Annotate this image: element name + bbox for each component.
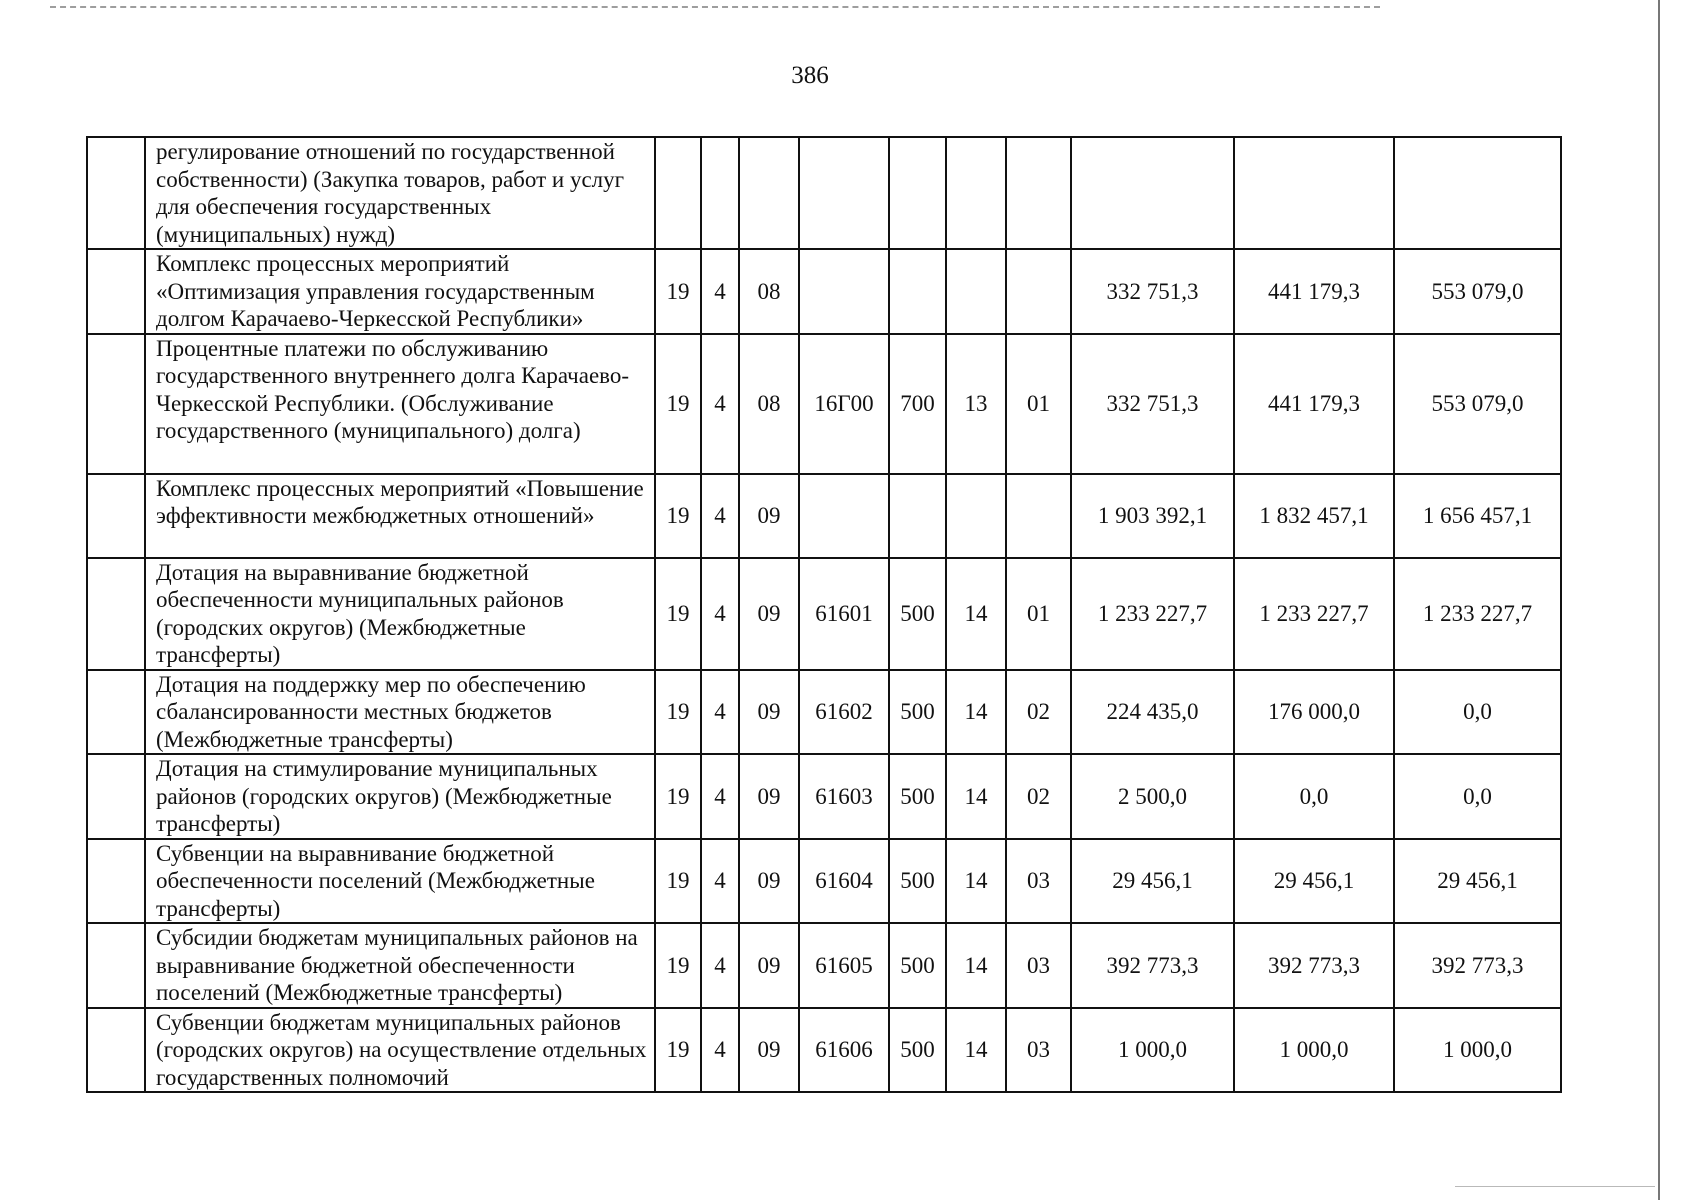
table-row — [87, 1008, 1561, 1093]
code-subsection-cell — [1006, 474, 1071, 558]
code-program-type-cell: 4 — [701, 474, 739, 558]
code-direction-cell — [799, 474, 889, 558]
scan-bottom-border — [1455, 1186, 1655, 1187]
code-ministry-cell — [655, 137, 701, 249]
code-subsection-cell: 01 — [1006, 558, 1071, 670]
item-name-cell: Дотация на стимулирование муниципальных районов (городских округов) (Межбюджетные трансферты) — [145, 754, 655, 839]
amount-year-1-cell — [1071, 137, 1234, 249]
amount-year-1-cell: 224 435,0 — [1071, 670, 1234, 755]
amount-year-3-cell: 29 456,1 — [1394, 839, 1561, 924]
amount-year-2-cell: 1 832 457,1 — [1234, 474, 1394, 558]
code-section-cell: 14 — [946, 839, 1006, 924]
code-complex-cell: 09 — [739, 670, 799, 755]
amount-year-1-cell: 1 233 227,7 — [1071, 558, 1234, 670]
code-direction-cell: 61604 — [799, 839, 889, 924]
code-complex-cell: 09 — [739, 558, 799, 670]
code-direction-cell: 61606 — [799, 1008, 889, 1093]
table-row — [87, 923, 1561, 1008]
row-number-cell — [87, 754, 145, 839]
amount-year-2-cell: 29 456,1 — [1234, 839, 1394, 924]
amount-year-1-cell: 332 751,3 — [1071, 334, 1234, 474]
code-expense-type-cell: 500 — [889, 923, 946, 1008]
row-number-cell — [87, 1008, 145, 1093]
code-program-type-cell: 4 — [701, 670, 739, 755]
amount-year-1-cell: 2 500,0 — [1071, 754, 1234, 839]
table-body — [87, 137, 1561, 1092]
amount-year-2-cell — [1234, 137, 1394, 249]
amount-year-3-cell: 0,0 — [1394, 670, 1561, 755]
code-complex-cell: 08 — [739, 249, 799, 334]
item-name-cell: Субвенции бюджетам муниципальных районов (городских округов) на осуществление отдельных государственных полномочий — [145, 1008, 655, 1093]
code-section-cell: 14 — [946, 558, 1006, 670]
code-complex-cell: 08 — [739, 334, 799, 474]
amount-year-2-cell: 176 000,0 — [1234, 670, 1394, 755]
code-section-cell: 14 — [946, 670, 1006, 755]
code-subsection-cell — [1006, 137, 1071, 249]
code-ministry-cell: 19 — [655, 558, 701, 670]
code-expense-type-cell — [889, 249, 946, 334]
code-complex-cell: 09 — [739, 923, 799, 1008]
code-complex-cell: 09 — [739, 839, 799, 924]
code-expense-type-cell: 500 — [889, 839, 946, 924]
item-name-cell: Процентные платежи по обслуживанию государственного внутреннего долга Карачаево-Черкесской Республики. (Обслуживание государственного (муниципального) долга) — [145, 334, 655, 474]
item-name-cell: Субсидии бюджетам муниципальных районов на выравнивание бюджетной обеспеченности поселений (Межбюджетные трансферты) — [145, 923, 655, 1008]
amount-year-3-cell: 1 233 227,7 — [1394, 558, 1561, 670]
code-expense-type-cell: 500 — [889, 558, 946, 670]
code-complex-cell: 09 — [739, 1008, 799, 1093]
row-number-cell — [87, 558, 145, 670]
amount-year-2-cell: 441 179,3 — [1234, 249, 1394, 334]
row-number-cell — [87, 249, 145, 334]
amount-year-2-cell: 1 233 227,7 — [1234, 558, 1394, 670]
code-program-type-cell: 4 — [701, 334, 739, 474]
code-subsection-cell: 02 — [1006, 754, 1071, 839]
page-number: 386 — [791, 62, 829, 89]
table-row — [87, 334, 1561, 474]
code-ministry-cell: 19 — [655, 334, 701, 474]
code-program-type-cell: 4 — [701, 839, 739, 924]
code-expense-type-cell: 500 — [889, 754, 946, 839]
code-ministry-cell: 19 — [655, 923, 701, 1008]
amount-year-1-cell: 1 903 392,1 — [1071, 474, 1234, 558]
item-name-cell: Дотация на выравнивание бюджетной обеспеченности муниципальных районов (городских округов) (Межбюджетные трансферты) — [145, 558, 655, 670]
code-program-type-cell: 4 — [701, 558, 739, 670]
item-name-cell: Комплекс процессных мероприятий «Повышение эффективности межбюджетных отношений» — [145, 474, 655, 558]
amount-year-3-cell: 553 079,0 — [1394, 249, 1561, 334]
amount-year-3-cell — [1394, 137, 1561, 249]
code-direction-cell: 61601 — [799, 558, 889, 670]
row-number-cell — [87, 923, 145, 1008]
code-subsection-cell: 02 — [1006, 670, 1071, 755]
amount-year-3-cell: 1 000,0 — [1394, 1008, 1561, 1093]
code-complex-cell — [739, 137, 799, 249]
code-section-cell — [946, 474, 1006, 558]
row-number-cell — [87, 334, 145, 474]
code-expense-type-cell: 500 — [889, 1008, 946, 1093]
code-program-type-cell: 4 — [701, 754, 739, 839]
amount-year-2-cell: 392 773,3 — [1234, 923, 1394, 1008]
amount-year-1-cell: 332 751,3 — [1071, 249, 1234, 334]
code-section-cell: 14 — [946, 1008, 1006, 1093]
amount-year-2-cell: 0,0 — [1234, 754, 1394, 839]
code-direction-cell: 16Г00 — [799, 334, 889, 474]
code-subsection-cell: 01 — [1006, 334, 1071, 474]
code-ministry-cell: 19 — [655, 474, 701, 558]
amount-year-1-cell: 1 000,0 — [1071, 1008, 1234, 1093]
table-row — [87, 474, 1561, 558]
code-program-type-cell: 4 — [701, 249, 739, 334]
code-program-type-cell: 4 — [701, 923, 739, 1008]
code-ministry-cell: 19 — [655, 754, 701, 839]
amount-year-1-cell: 392 773,3 — [1071, 923, 1234, 1008]
code-section-cell: 14 — [946, 754, 1006, 839]
table-row — [87, 137, 1561, 249]
row-number-cell — [87, 670, 145, 755]
code-direction-cell: 61603 — [799, 754, 889, 839]
row-number-cell — [87, 474, 145, 558]
code-direction-cell — [799, 137, 889, 249]
code-direction-cell — [799, 249, 889, 334]
table-row — [87, 670, 1561, 755]
item-name-cell: Субвенции на выравнивание бюджетной обеспеченности поселений (Межбюджетные трансферты) — [145, 839, 655, 924]
code-complex-cell: 09 — [739, 754, 799, 839]
scan-top-border — [50, 6, 1380, 8]
scan-right-edge — [1658, 0, 1660, 1200]
amount-year-3-cell: 0,0 — [1394, 754, 1561, 839]
code-section-cell: 14 — [946, 923, 1006, 1008]
code-section-cell: 13 — [946, 334, 1006, 474]
code-direction-cell: 61602 — [799, 670, 889, 755]
table-row — [87, 754, 1561, 839]
amount-year-3-cell: 392 773,3 — [1394, 923, 1561, 1008]
amount-year-3-cell: 553 079,0 — [1394, 334, 1561, 474]
row-number-cell — [87, 137, 145, 249]
code-ministry-cell: 19 — [655, 249, 701, 334]
code-ministry-cell: 19 — [655, 839, 701, 924]
code-expense-type-cell: 700 — [889, 334, 946, 474]
code-subsection-cell: 03 — [1006, 839, 1071, 924]
amount-year-2-cell: 441 179,3 — [1234, 334, 1394, 474]
code-section-cell — [946, 249, 1006, 334]
amount-year-1-cell: 29 456,1 — [1071, 839, 1234, 924]
table-row — [87, 558, 1561, 670]
code-complex-cell: 09 — [739, 474, 799, 558]
code-direction-cell: 61605 — [799, 923, 889, 1008]
code-expense-type-cell — [889, 137, 946, 249]
budget-table — [86, 136, 1562, 1093]
code-subsection-cell — [1006, 249, 1071, 334]
item-name-cell: Дотация на поддержку мер по обеспечению сбалансированности местных бюджетов (Межбюджетные трансферты) — [145, 670, 655, 755]
amount-year-3-cell: 1 656 457,1 — [1394, 474, 1561, 558]
code-program-type-cell — [701, 137, 739, 249]
code-subsection-cell: 03 — [1006, 1008, 1071, 1093]
table-row — [87, 249, 1561, 334]
item-name-cell: регулирование отношений по государственной собственности) (Закупка товаров, работ и услуг для обеспечения государственных (муниципальных) нужд) — [145, 137, 655, 249]
code-program-type-cell: 4 — [701, 1008, 739, 1093]
code-expense-type-cell — [889, 474, 946, 558]
item-name-cell: Комплекс процессных мероприятий «Оптимизация управления государственным долгом Карачаево-Черкесской Республики» — [145, 249, 655, 334]
table-row — [87, 839, 1561, 924]
row-number-cell — [87, 839, 145, 924]
code-expense-type-cell: 500 — [889, 670, 946, 755]
amount-year-2-cell: 1 000,0 — [1234, 1008, 1394, 1093]
code-subsection-cell: 03 — [1006, 923, 1071, 1008]
code-ministry-cell: 19 — [655, 1008, 701, 1093]
code-section-cell — [946, 137, 1006, 249]
code-ministry-cell: 19 — [655, 670, 701, 755]
